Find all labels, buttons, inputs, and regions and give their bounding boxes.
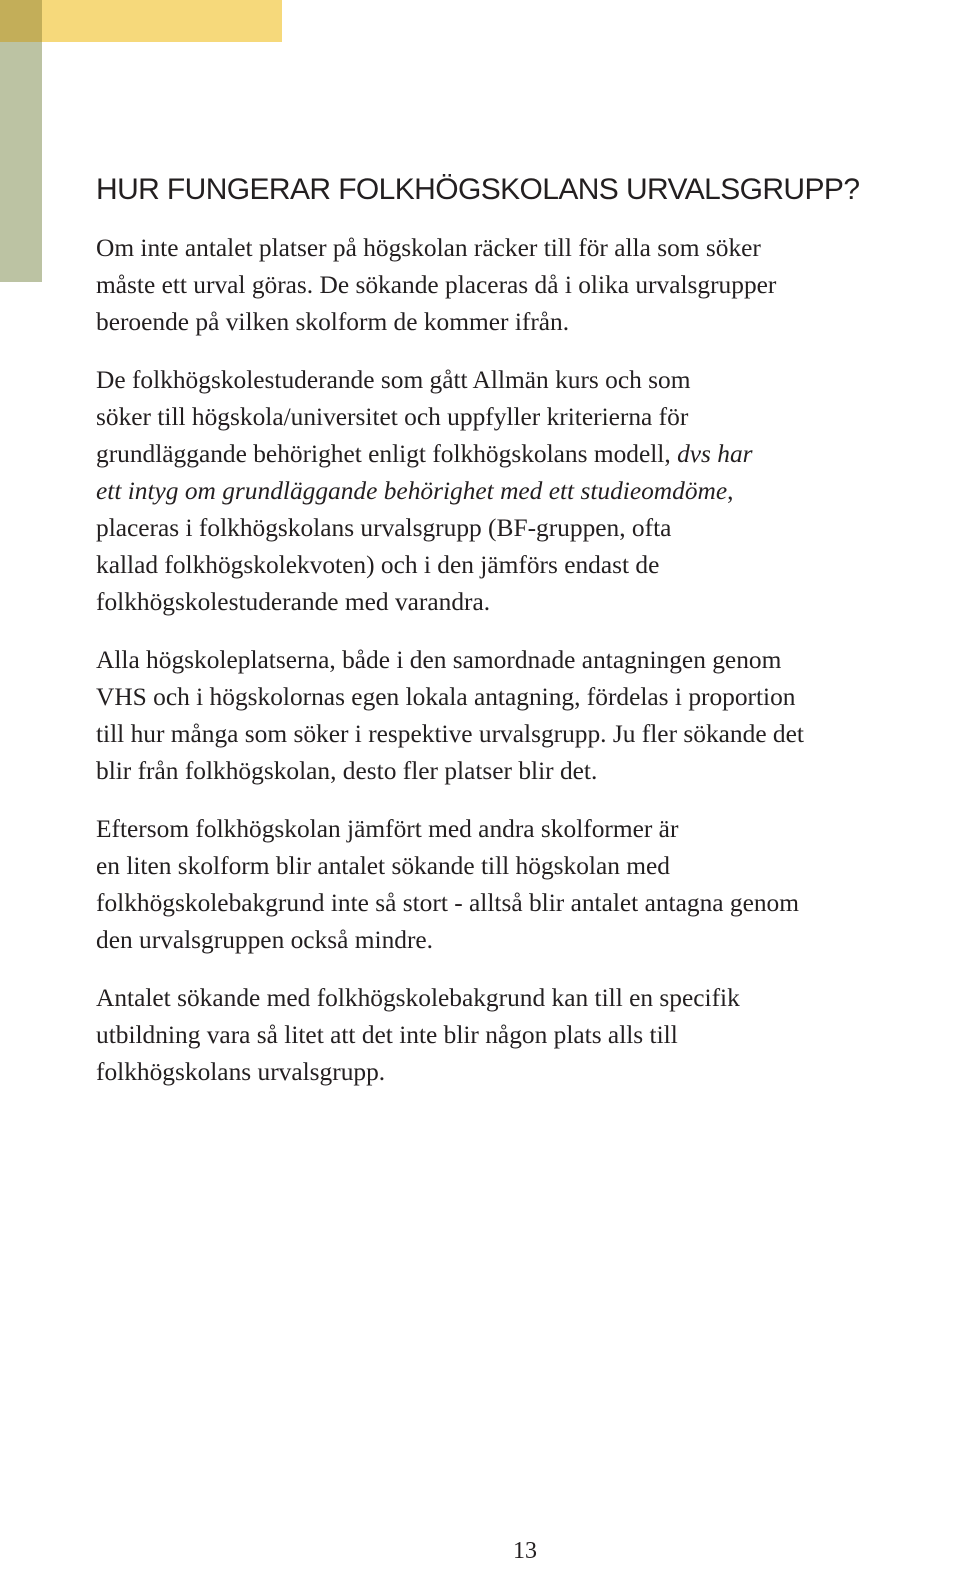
text-line: folkhögskolestuderande med varandra.: [96, 588, 491, 616]
text-line: beroende på vilken skolform de kommer ifrån.: [96, 308, 570, 336]
paragraph-small-school-form: [96, 811, 956, 959]
text-line-mixed: [96, 436, 956, 473]
italic-text-segment: ett intyg om grundläggande behörighet med ett studieomdöme: [96, 477, 728, 505]
text-line: Alla högskoleplatserna, både i den samordnade antagningen genom: [96, 646, 782, 674]
text-line: blir från folkhögskolan, desto fler platser blir det.: [96, 757, 598, 785]
text-line: placeras i folkhögskolans urvalsgrupp (BF-gruppen, ofta: [96, 514, 672, 542]
text-line: VHS och i högskolornas egen lokala antagning, fördelas i proportion: [96, 683, 796, 711]
text-line: Antalet sökande med folkhögskolebakgrund kan till en specifik: [96, 984, 740, 1012]
paragraph-distribution: [96, 642, 956, 790]
text-line: kallad folkhögskolekvoten) och i den jämförs endast de: [96, 551, 660, 579]
page-content: [96, 170, 956, 1112]
text-line: folkhögskolebakgrund inte så stort - alltså blir antalet antagna genom: [96, 889, 799, 917]
decorative-corner-block: [0, 0, 42, 42]
text-line: en liten skolform blir antalet sökande till högskolan med: [96, 852, 670, 880]
italic-text-segment: dvs har: [677, 440, 753, 468]
paragraph-no-places: [96, 980, 956, 1091]
text-line: utbildning vara så litet att det inte blir någon plats alls till: [96, 1021, 678, 1049]
text-segment: ,: [727, 477, 734, 505]
paragraph-folkhogskola-group: [96, 362, 956, 621]
text-line: till hur många som söker i respektive urvalsgrupp. Ju fler sökande det: [96, 720, 804, 748]
text-line: De folkhögskolestuderande som gått Allmän kurs och som: [96, 366, 691, 394]
decorative-yellow-bar: [42, 0, 282, 42]
text-line: Om inte antalet platser på högskolan räcker till för alla som söker: [96, 234, 761, 262]
text-line: den urvalsgruppen också mindre.: [96, 926, 434, 954]
paragraph-intro: [96, 230, 956, 341]
text-line-mixed: [96, 473, 956, 510]
decorative-sage-bar: [0, 0, 42, 282]
text-line: folkhögskolans urvalsgrupp.: [96, 1058, 386, 1086]
page-number: 13: [513, 1538, 537, 1564]
page-heading: HUR FUNGERAR FOLKHÖGSKOLANS URVALSGRUPP?: [96, 173, 860, 206]
text-line: söker till högskola/universitet och uppfyller kriterierna för: [96, 403, 689, 431]
text-line: måste ett urval göras. De sökande placeras då i olika urvalsgrupper: [96, 271, 777, 299]
text-line: Eftersom folkhögskolan jämfört med andra skolformer är: [96, 815, 679, 843]
text-segment: grundläggande behörighet enligt folkhögskolans modell,: [96, 440, 671, 468]
